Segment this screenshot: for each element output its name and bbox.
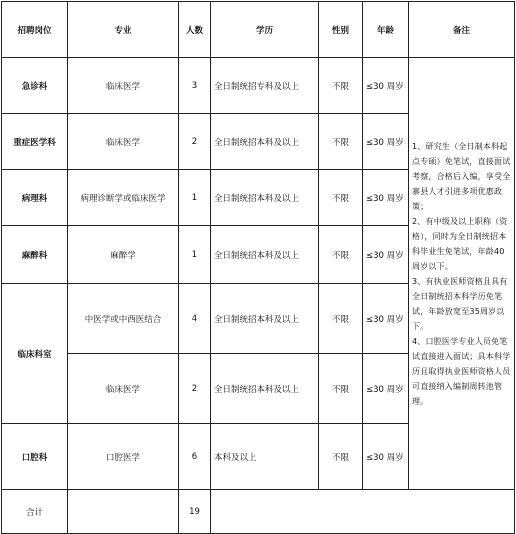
count-cell: 1	[179, 170, 211, 226]
age-cell: ≤30 周岁	[363, 170, 409, 226]
major-cell: 临床医学	[68, 114, 179, 170]
major-cell: 临床医学	[68, 354, 179, 424]
education-cell: 全日制统招本科及以上	[211, 114, 319, 170]
note-item: 2、有中级及以上职称（资格），同时为全日制统招本科毕业生免笔试，年龄40周岁以下。	[412, 216, 508, 271]
dept-cell: 重症医学科	[2, 114, 68, 170]
age-cell: ≤30 周岁	[363, 354, 409, 424]
age-cell: ≤30 周岁	[363, 58, 409, 114]
major-cell: 病理诊断学或临床医学	[68, 170, 179, 226]
education-cell: 全日制统招本科及以上	[211, 170, 319, 226]
count-cell: 2	[179, 114, 211, 170]
gender-cell: 不限	[319, 170, 363, 226]
header-row	[2, 2, 515, 58]
gender-cell: 不限	[319, 226, 363, 284]
gender-cell: 不限	[319, 424, 363, 490]
education-cell: 全日制统招专科及以上	[211, 58, 319, 114]
header-education: 学历	[211, 2, 319, 58]
count-cell: 6	[179, 424, 211, 490]
header-major: 专业	[68, 2, 179, 58]
dept-cell: 病理科	[2, 170, 68, 226]
education-cell: 全日制统招本科及以上	[211, 226, 319, 284]
note-item: 1、研究生（全日制本科起点专硕）免笔试，直接面试考察，合格后入编，享受全寨县人才引进多项优惠政策；	[412, 141, 511, 211]
gender-cell: 不限	[319, 284, 363, 354]
education-cell: 全日制统招本科及以上	[211, 354, 319, 424]
count-cell: 3	[179, 58, 211, 114]
gender-cell: 不限	[319, 114, 363, 170]
total-count: 19	[179, 490, 211, 534]
major-cell: 口腔医学	[68, 424, 179, 490]
recruitment-table	[1, 1, 515, 534]
header-position: 招聘岗位	[2, 2, 68, 58]
note-item: 4、口腔医学专业人员免笔试直接进入面试；具本科学历且取得执业医师资格人员可直接纳入编制周转池管理。	[412, 336, 511, 406]
major-cell: 临床医学	[68, 58, 179, 114]
count-cell: 1	[179, 226, 211, 284]
header-age: 年龄	[363, 2, 409, 58]
major-cell: 中医学或中西医结合	[68, 284, 179, 354]
dept-cell: 麻醉科	[2, 226, 68, 284]
age-cell: ≤30 周岁	[363, 226, 409, 284]
header-notes: 备注	[409, 2, 515, 58]
age-cell: ≤30 周岁	[363, 284, 409, 354]
note-item: 3、有执业医师资格且具有全日制统招本科学历免笔试，年龄放宽至35周岁以下。	[412, 276, 508, 331]
count-cell: 4	[179, 284, 211, 354]
education-cell: 全日制统招本科及以上	[211, 284, 319, 354]
dept-cell: 口腔科	[2, 424, 68, 490]
dept-cell: 临床科室	[2, 284, 68, 424]
major-cell: 麻醉学	[68, 226, 179, 284]
total-label: 合计	[2, 490, 68, 534]
age-cell: ≤30 周岁	[363, 114, 409, 170]
education-cell: 本科及以上	[211, 424, 319, 490]
table-row	[2, 58, 515, 114]
age-cell: ≤30 周岁	[363, 424, 409, 490]
gender-cell: 不限	[319, 354, 363, 424]
header-count: 人数	[179, 2, 211, 58]
count-cell: 2	[179, 354, 211, 424]
header-gender: 性别	[319, 2, 363, 58]
notes-cell	[409, 58, 515, 490]
gender-cell: 不限	[319, 58, 363, 114]
dept-cell: 急诊科	[2, 58, 68, 114]
